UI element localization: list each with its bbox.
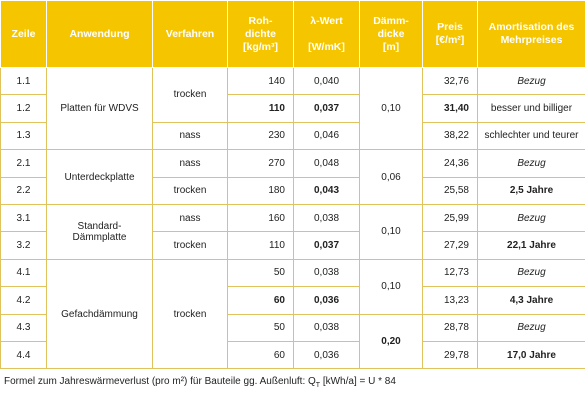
cell-daemmdicke: 0,10 (360, 68, 423, 150)
footnote-formula: [kWh/a] = U * 84 (320, 376, 396, 387)
cell-amortisation: 22,1 Jahre (478, 232, 585, 259)
cell-rohdichte: 60 (228, 341, 294, 368)
cell-rohdichte: 110 (228, 232, 294, 259)
cell-zeile: 1.1 (1, 68, 47, 95)
cell-anwendung-standard: Standard- Dämmplatte (47, 204, 153, 259)
cell-preis: 25,58 (423, 177, 478, 204)
table-row (1, 68, 585, 95)
header-zeile: Zeile (1, 1, 47, 68)
header-verfahren: Verfahren (153, 1, 228, 68)
cell-daemmdicke: 0,20 (360, 314, 423, 369)
header-lambda: λ-Wert [W/mK] (294, 1, 360, 68)
table-row (1, 259, 585, 286)
formula-footnote (4, 376, 396, 389)
header-rohdichte: Roh- dichte [kg/m³] (228, 1, 294, 68)
cell-zeile: 4.4 (1, 341, 47, 368)
header-row (1, 1, 585, 68)
cell-amortisation: 4,3 Jahre (478, 287, 585, 314)
cell-amortisation: 2,5 Jahre (478, 177, 585, 204)
cell-rohdichte: 140 (228, 68, 294, 95)
cell-amortisation: Bezug (478, 314, 585, 341)
cell-lambda: 0,038 (294, 314, 360, 341)
cell-daemmdicke: 0,10 (360, 204, 423, 259)
cell-preis: 13,23 (423, 287, 478, 314)
cell-preis: 32,76 (423, 68, 478, 95)
cell-zeile: 3.1 (1, 204, 47, 231)
cell-preis: 25,99 (423, 204, 478, 231)
header-anwendung: Anwendung (47, 1, 153, 68)
cell-amortisation: Bezug (478, 259, 585, 286)
cell-verfahren: nass (153, 150, 228, 177)
cell-preis: 38,22 (423, 122, 478, 149)
cell-lambda: 0,038 (294, 204, 360, 231)
cell-zeile: 4.3 (1, 314, 47, 341)
cell-verfahren: nass (153, 204, 228, 231)
cell-zeile: 1.2 (1, 95, 47, 122)
header-preis: Preis [€/m²] (423, 1, 478, 68)
cell-lambda: 0,046 (294, 122, 360, 149)
table-row (1, 204, 585, 231)
cell-rohdichte: 180 (228, 177, 294, 204)
cell-amortisation: Bezug (478, 150, 585, 177)
cell-lambda: 0,043 (294, 177, 360, 204)
cell-amortisation: Bezug (478, 68, 585, 95)
cell-rohdichte: 50 (228, 314, 294, 341)
cell-daemmdicke: 0,10 (360, 259, 423, 314)
cell-rohdichte: 230 (228, 122, 294, 149)
cell-anwendung-unterdeck: Unterdeckplatte (47, 150, 153, 205)
cell-preis: 27,29 (423, 232, 478, 259)
cell-amortisation: schlechter und teurer (478, 122, 585, 149)
cell-preis: 31,40 (423, 95, 478, 122)
cell-amortisation: besser und billiger (478, 95, 585, 122)
cell-verfahren: trocken (153, 177, 228, 204)
footnote-subscript: T (315, 382, 321, 389)
cell-lambda: 0,038 (294, 259, 360, 286)
cell-rohdichte: 50 (228, 259, 294, 286)
cell-lambda: 0,036 (294, 341, 360, 368)
cell-rohdichte: 270 (228, 150, 294, 177)
cell-lambda: 0,040 (294, 68, 360, 95)
cell-lambda: 0,037 (294, 95, 360, 122)
cell-zeile: 2.1 (1, 150, 47, 177)
cell-verfahren: trocken (153, 232, 228, 259)
cell-preis: 12,73 (423, 259, 478, 286)
table-row (1, 150, 585, 177)
header-daemmdicke: Dämm- dicke [m] (360, 1, 423, 68)
cell-zeile: 4.1 (1, 259, 47, 286)
cell-lambda: 0,037 (294, 232, 360, 259)
cell-lambda: 0,036 (294, 287, 360, 314)
cell-zeile: 2.2 (1, 177, 47, 204)
cell-verfahren: nass (153, 122, 228, 149)
cell-preis: 24,36 (423, 150, 478, 177)
cell-preis: 28,78 (423, 314, 478, 341)
cell-rohdichte: 160 (228, 204, 294, 231)
cell-preis: 29,78 (423, 341, 478, 368)
cell-zeile: 3.2 (1, 232, 47, 259)
cell-amortisation: 17,0 Jahre (478, 341, 585, 368)
cell-daemmdicke: 0,06 (360, 150, 423, 205)
cell-amortisation: Bezug (478, 204, 585, 231)
cell-lambda: 0,048 (294, 150, 360, 177)
cell-verfahren: trocken (153, 259, 228, 369)
cell-rohdichte: 110 (228, 95, 294, 122)
cell-zeile: 1.3 (1, 122, 47, 149)
cell-anwendung-wdvs: Platten für WDVS (47, 68, 153, 150)
cell-verfahren: trocken (153, 68, 228, 123)
cell-anwendung-gefach: Gefachdämmung (47, 259, 153, 369)
cell-rohdichte: 60 (228, 287, 294, 314)
footnote-text: Formel zum Jahreswärmeverlust (pro m²) für Bauteile gg. Außenluft: Q (4, 376, 316, 387)
header-amortisation: Amortisation des Mehrpreises (478, 1, 585, 68)
cell-zeile: 4.2 (1, 287, 47, 314)
